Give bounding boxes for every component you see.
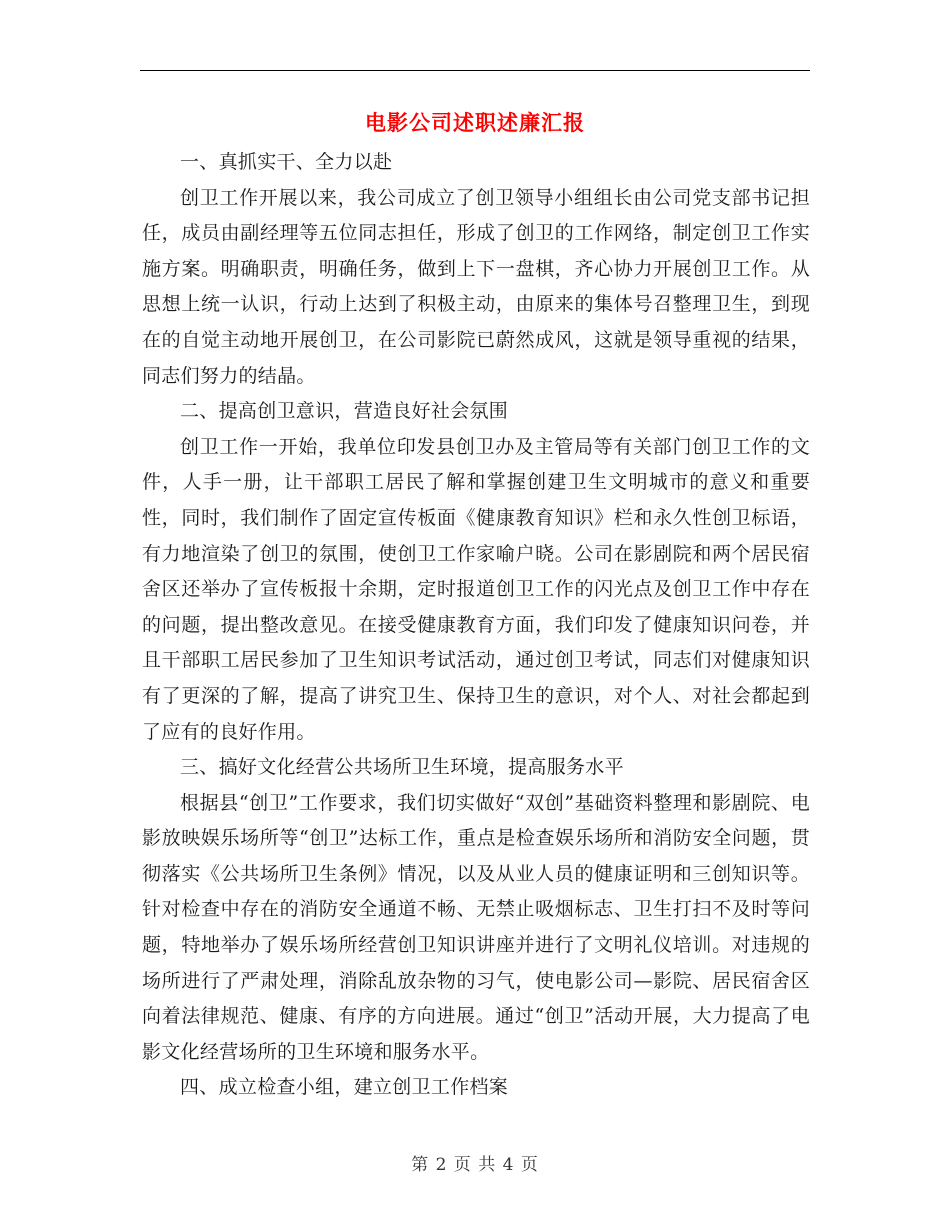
- paragraph-2: 创卫工作一开始，我单位印发县创卫办及主管局等有关部门创卫工作的文件，人手一册，让干部职工居民了解和掌握创建卫生文明城市的意义和重要性，同时，我们制作了固定宣传板面《健康教育知识》栏和永久性创卫标语，有力地渲染了创卫的氛围，使创卫工作家喻户晓。公司在影剧院和两个居民宿舍区还举办了宣传板报十余期，定时报道创卫工作的闪光点及创卫工作中存在的问题，提出整改意见。在接受健康教育方面，我们印发了健康知识问卷，并且干部职工居民参加了卫生知识考试活动，通过创卫考试，同志们对健康知识有了更深的了解，提高了讲究卫生、保持卫生的意识，对个人、对社会都起到了应有的良好作用。: [142, 435, 810, 743]
- section-heading-4: 四、成立检查小组，建立创卫工作档案: [180, 1076, 509, 1099]
- section-heading-2: 二、提高创卫意识，营造良好社会氛围: [180, 400, 509, 423]
- page-footer: 第 2 页 共 4 页: [411, 1155, 539, 1175]
- paragraph-1: 创卫工作开展以来，我公司成立了创卫领导小组组长由公司党支部书记担任，成员由副经理等五位同志担任，形成了创卫的工作网络，制定创卫工作实施方案。明确职责，明确任务，做到上下一盘棋，齐心协力开展创卫工作。从思想上统一认识，行动上达到了积极主动，由原来的集体号召整理卫生，到现在的自觉主动地开展创卫，在公司影院已蔚然成风，这就是领导重视的结果，同志们努力的结晶。: [142, 186, 810, 387]
- section-heading-1: 一、真抓实干、全力以赴: [180, 151, 393, 173]
- paragraph-3: 根据县“创卫”工作要求，我们切实做好“双创”基础资料整理和影剧院、电影放映娱乐场所等“创卫”达标工作，重点是检查娱乐场所和消防安全问题，贯彻落实《公共场所卫生条例》情况，以及从业人员的健康证明和三创知识等。针对检查中存在的消防安全通道不畅、无禁止吸烟标志、卫生打扫不及时等问题，特地举办了娱乐场所经营创卫知识讲座并进行了文明礼仪培训。对违规的场所进行了严肃处理，消除乱放杂物的习气，使电影公司—影院、居民宿舍区向着法律规范、健康、有序的方向进展。通过“创卫”活动开展，大力提高了电影文化经营场所的卫生环境和服务水平。: [142, 791, 810, 1063]
- document-title: 电影公司述职述廉汇报: [365, 110, 585, 135]
- section-heading-3: 三、搞好文化经营公共场所卫生环境，提高服务水平: [180, 756, 624, 779]
- header-rule: [140, 70, 810, 71]
- document-body: [142, 145, 810, 1106]
